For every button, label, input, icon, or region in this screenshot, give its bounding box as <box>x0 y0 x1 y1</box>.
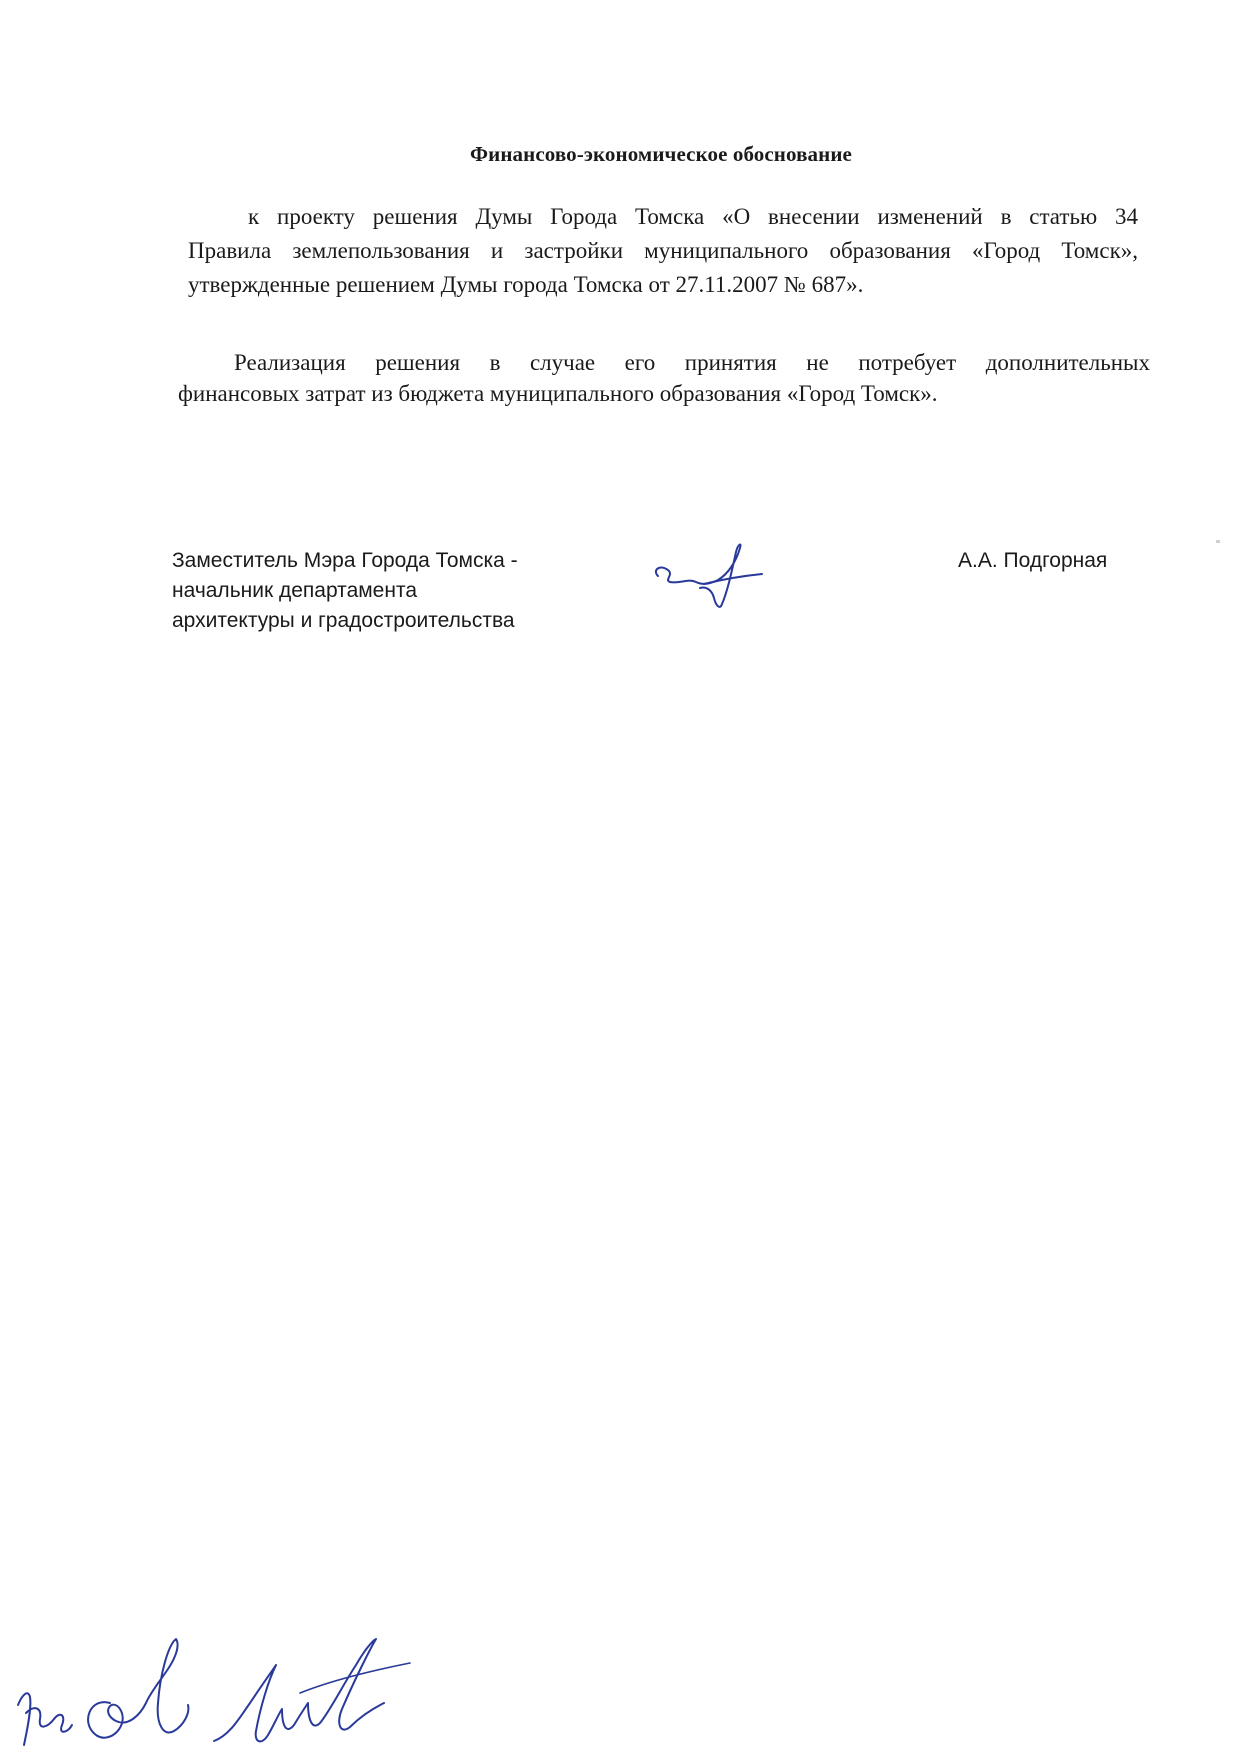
body-line-1: Реализация решения в случае его принятия не потребует дополнительных <box>234 350 1150 375</box>
body-paragraph <box>178 347 1150 409</box>
position-line-3: архитектуры и градостроительства <box>172 609 515 632</box>
intro-line-3: утвержденные решением Думы города Томска от 27.11.2007 № 687». <box>188 272 864 297</box>
intro-line-1: к проекту решения Думы Города Томска «О внесении изменений в статью 34 <box>248 204 1138 229</box>
signer-position <box>172 546 592 636</box>
handwritten-signature <box>650 540 780 620</box>
signer-name: А.А. Подгорная <box>958 549 1108 572</box>
document-title: Финансово-экономическое обоснование <box>470 142 852 166</box>
intro-paragraph <box>188 200 1138 302</box>
intro-line-2: Правила землепользования и застройки муниципального образования «Город Томск», <box>188 238 1138 263</box>
scan-speck <box>1216 540 1220 543</box>
position-line-1: Заместитель Мэра Города Томска - <box>172 549 518 572</box>
body-line-2: финансовых затрат из бюджета муниципального образования «Город Томск». <box>178 381 938 406</box>
approval-signatures <box>0 1585 430 1753</box>
position-line-2: начальник департамента <box>172 579 418 602</box>
